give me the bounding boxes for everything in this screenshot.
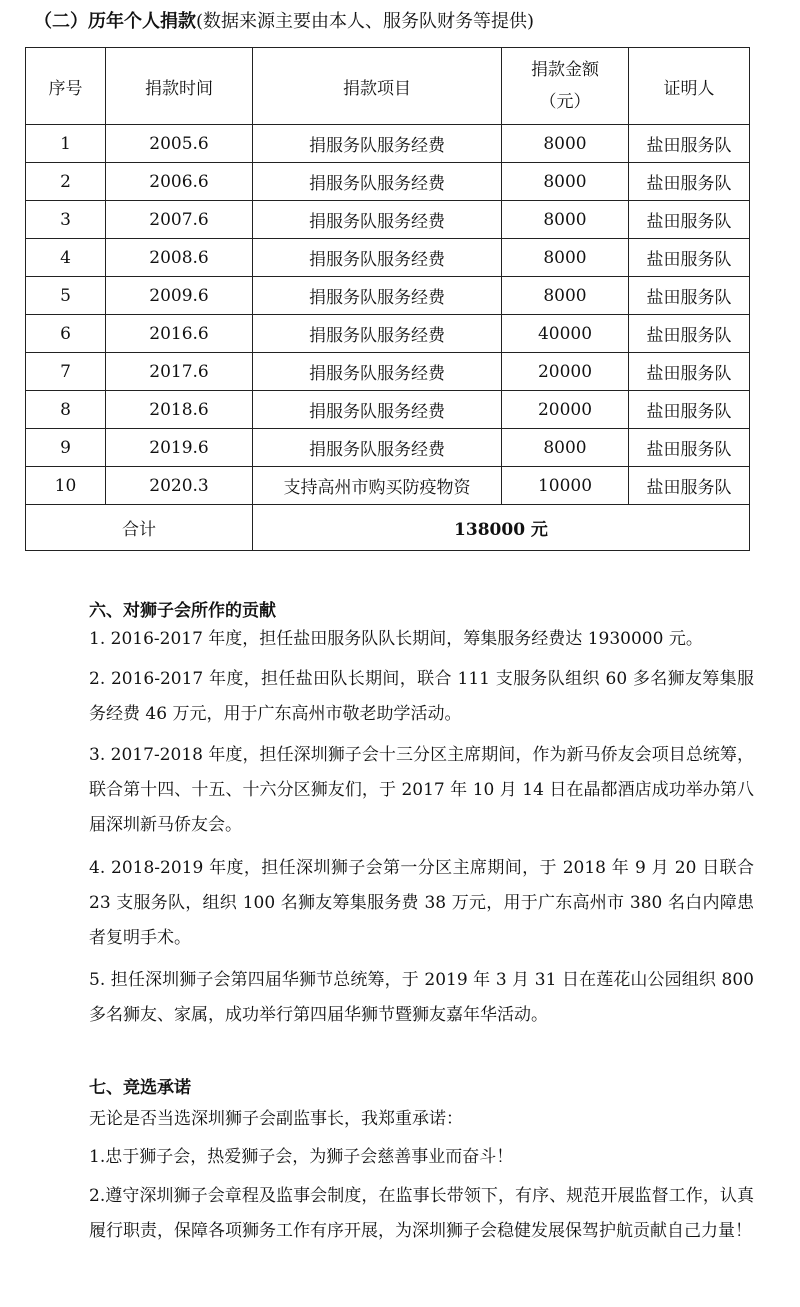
cell-project: 捐服务队服务经费: [253, 125, 502, 163]
section7-intro-text: 无论是否当选深圳狮子会副监事长，我郑重承诺：: [89, 1109, 463, 1129]
cell-project: 捐服务队服务经费: [253, 163, 502, 201]
cell-time: 2018.6: [106, 391, 253, 429]
cell-time: 2017.6: [106, 353, 253, 391]
total-value: 138000 元: [253, 505, 750, 551]
table-row: [26, 163, 750, 201]
cell-time: 2005.6: [106, 125, 253, 163]
cell-witness: 盐田服务队: [629, 163, 750, 201]
cell-index: 8: [26, 391, 106, 429]
cell-amount: 8000: [502, 277, 629, 315]
cell-project: 捐服务队服务经费: [253, 429, 502, 467]
cell-time: 2006.6: [106, 163, 253, 201]
cell-time: 2020.3: [106, 467, 253, 505]
cell-amount: 40000: [502, 315, 629, 353]
section6-item-4-text: 4. 2018-2019 年度，担任深圳狮子会第一分区主席期间，于 2018 年 9 月 20 日联合 23 支服务队，组织 100 名狮友筹集服务费 38 万元，用于广东高州市 380 名白内障患者复明手术。: [89, 858, 754, 948]
col-header-amount: [502, 48, 629, 125]
table-row: [26, 429, 750, 467]
cell-project: 捐服务队服务经费: [253, 315, 502, 353]
total-label: 合计: [26, 505, 253, 551]
section7-item-2-text: 2.遵守深圳狮子会章程及监事会制度，在监事长带领下，有序、规范开展监督工作，认真履行职责，保障各项狮务工作有序开展，为深圳狮子会稳健发展保驾护航贡献自己力量！: [89, 1186, 754, 1241]
donation-table: [25, 47, 750, 551]
cell-witness: 盐田服务队: [629, 277, 750, 315]
cell-amount: 8000: [502, 163, 629, 201]
cell-amount: 10000: [502, 467, 629, 505]
cell-time: 2009.6: [106, 277, 253, 315]
col-header-amount-line2: （元）: [539, 92, 591, 112]
table-row: [26, 277, 750, 315]
cell-project: 捐服务队服务经费: [253, 391, 502, 429]
section7-title: 七、竞选承诺: [89, 1078, 191, 1098]
section6-item-1: [48, 622, 754, 657]
table-total-row: [26, 505, 750, 551]
section6-item-2-text: 2. 2016-2017 年度，担任盐田队长期间，联合 111 支服务队组织 60 多名狮友筹集服务经费 46 万元，用于广东高州市敬老助学活动。: [89, 669, 754, 724]
section7-item-2: [48, 1179, 754, 1249]
col-header-project: 捐款项目: [253, 48, 502, 125]
cell-time: 2007.6: [106, 201, 253, 239]
table-row: [26, 353, 750, 391]
cell-index: 4: [26, 239, 106, 277]
cell-amount: 8000: [502, 201, 629, 239]
table-row: [26, 239, 750, 277]
cell-witness: 盐田服务队: [629, 391, 750, 429]
section6-title: 六、对狮子会所作的贡献: [89, 601, 276, 621]
cell-index: 9: [26, 429, 106, 467]
section6-item-3-text: 3. 2017-2018 年度，担任深圳狮子会十三分区主席期间，作为新马侨友会项目总统筹，联合第十四、十五、十六分区狮友们，于 2017 年 10 月 14 日在晶都酒店成功举办第八届深圳新马侨友会。: [89, 745, 754, 835]
col-header-time: 捐款时间: [106, 48, 253, 125]
table-row: [26, 315, 750, 353]
cell-project: 支持高州市购买防疫物资: [253, 467, 502, 505]
cell-index: 6: [26, 315, 106, 353]
section6-item-2: [48, 662, 754, 732]
cell-index: 3: [26, 201, 106, 239]
cell-index: 10: [26, 467, 106, 505]
cell-amount: 8000: [502, 125, 629, 163]
section6-item-5-text: 5. 担任深圳狮子会第四届华狮节总统筹，于 2019 年 3 月 31 日在莲花山公园组织 800 多名狮友、家属，成功举行第四届华狮节暨狮友嘉年华活动。: [89, 970, 754, 1025]
cell-project: 捐服务队服务经费: [253, 277, 502, 315]
cell-index: 1: [26, 125, 106, 163]
cell-witness: 盐田服务队: [629, 429, 750, 467]
donation-table-heading: [34, 8, 534, 36]
cell-witness: 盐田服务队: [629, 353, 750, 391]
cell-witness: 盐田服务队: [629, 315, 750, 353]
col-header-amount-line1: 捐款金额: [531, 60, 599, 80]
donation-heading-title: （二）历年个人捐款: [34, 11, 196, 32]
cell-time: 2019.6: [106, 429, 253, 467]
cell-time: 2016.6: [106, 315, 253, 353]
section6-item-4: [48, 851, 754, 956]
table-header-row: [26, 48, 750, 125]
cell-amount: 20000: [502, 391, 629, 429]
section7-item-1-text: 1.忠于狮子会，热爱狮子会，为狮子会慈善事业而奋斗！: [89, 1147, 514, 1167]
col-header-index: 序号: [26, 48, 106, 125]
table-row: [26, 125, 750, 163]
cell-project: 捐服务队服务经费: [253, 353, 502, 391]
cell-project: 捐服务队服务经费: [253, 201, 502, 239]
cell-witness: 盐田服务队: [629, 201, 750, 239]
section7-intro: [48, 1102, 754, 1137]
table-row: [26, 201, 750, 239]
cell-project: 捐服务队服务经费: [253, 239, 502, 277]
cell-amount: 8000: [502, 239, 629, 277]
table-row: [26, 467, 750, 505]
cell-index: 5: [26, 277, 106, 315]
cell-time: 2008.6: [106, 239, 253, 277]
donation-heading-note: (数据来源主要由本人、服务队财务等提供): [196, 11, 535, 32]
cell-index: 2: [26, 163, 106, 201]
cell-witness: 盐田服务队: [629, 125, 750, 163]
table-row: [26, 391, 750, 429]
col-header-witness: 证明人: [629, 48, 750, 125]
cell-amount: 8000: [502, 429, 629, 467]
section6-item-5: [48, 963, 754, 1033]
cell-witness: 盐田服务队: [629, 239, 750, 277]
cell-index: 7: [26, 353, 106, 391]
cell-amount: 20000: [502, 353, 629, 391]
section6-item-1-text: 1. 2016-2017 年度，担任盐田服务队队长期间，筹集服务经费达 1930000 元。: [89, 629, 703, 649]
cell-witness: 盐田服务队: [629, 467, 750, 505]
section6-item-3: [48, 738, 754, 843]
section7-item-1: [48, 1140, 754, 1175]
